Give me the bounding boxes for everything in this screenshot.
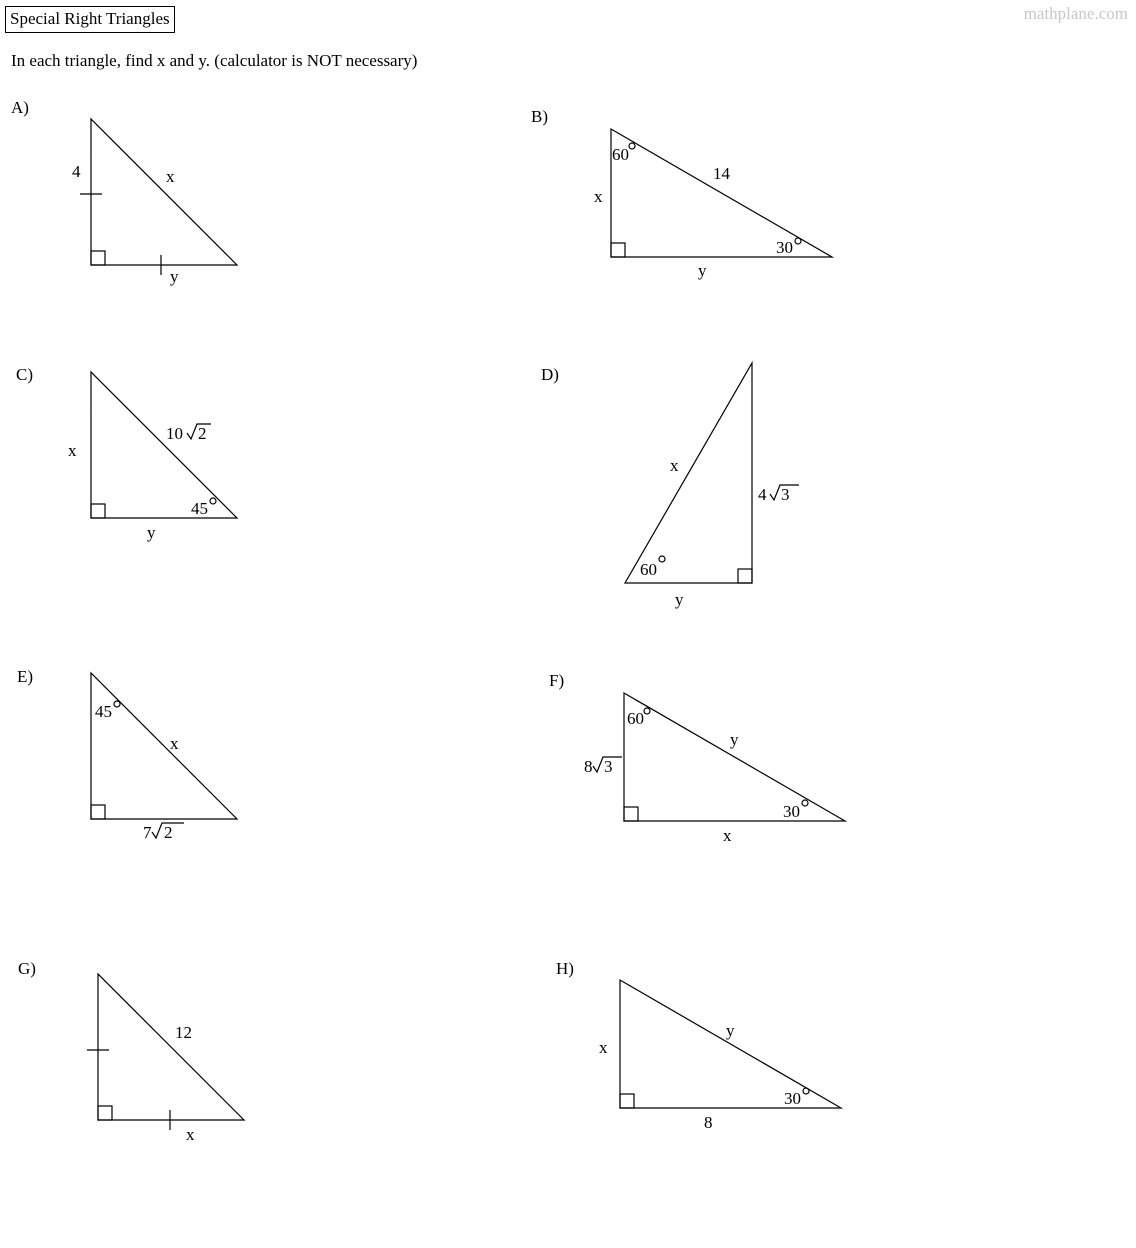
problem-c-label: C)	[16, 365, 33, 384]
side-label: x	[723, 826, 732, 845]
side-label: 12	[175, 1023, 192, 1042]
side-label: 14	[713, 164, 730, 183]
side-label: 4	[72, 162, 81, 181]
side-label: y	[730, 730, 739, 749]
right-angle-mark	[91, 251, 105, 265]
problem-a-label: A)	[11, 98, 29, 117]
side-label: 10	[166, 424, 183, 443]
angle-label: 60	[627, 709, 644, 728]
degree-symbol	[629, 143, 635, 149]
side-label: y	[147, 523, 156, 542]
side-label: x	[166, 167, 175, 186]
worksheet-title: Special Right Triangles	[5, 6, 175, 33]
degree-symbol	[795, 238, 801, 244]
side-label: 8	[584, 757, 593, 776]
side-label: y	[726, 1021, 735, 1040]
right-angle-mark	[91, 504, 105, 518]
triangle-g	[87, 974, 244, 1144]
side-label: 7	[143, 823, 152, 842]
triangle-e-outline	[91, 673, 237, 819]
triangle-b	[594, 129, 832, 280]
degree-symbol	[803, 1088, 809, 1094]
side-label-radicand: 3	[604, 757, 613, 776]
side-label: x	[68, 441, 77, 460]
degree-symbol	[210, 498, 216, 504]
triangle-c-outline	[91, 372, 237, 518]
triangle-c	[68, 372, 237, 542]
triangle-d-outline	[625, 363, 752, 583]
problem-e-label: E)	[17, 667, 34, 686]
degree-symbol	[644, 708, 650, 714]
angle-label: 30	[784, 1089, 801, 1108]
right-angle-mark	[620, 1094, 634, 1108]
triangle-g-outline	[98, 974, 244, 1120]
problem-d-label: D)	[541, 365, 559, 384]
problem-g-label: G)	[18, 959, 36, 978]
side-label: y	[675, 590, 684, 609]
degree-symbol	[802, 800, 808, 806]
instructions: In each triangle, find x and y. (calculator is NOT necessary)	[11, 51, 418, 70]
angle-label: 30	[783, 802, 800, 821]
triangle-f	[584, 693, 845, 845]
side-label: x	[670, 456, 679, 475]
side-label: x	[186, 1125, 195, 1144]
side-label: y	[698, 261, 707, 280]
right-angle-mark	[611, 243, 625, 257]
degree-symbol	[659, 556, 665, 562]
triangle-h	[599, 980, 841, 1132]
side-label-radicand: 3	[781, 485, 790, 504]
side-label: 4	[758, 485, 767, 504]
brand-watermark: mathplane.com	[1023, 4, 1128, 23]
side-label-radicand: 2	[164, 823, 173, 842]
right-angle-mark	[624, 807, 638, 821]
triangle-a	[72, 119, 237, 286]
problem-b-label: B)	[531, 107, 548, 126]
angle-label: 60	[640, 560, 657, 579]
side-label: y	[170, 267, 179, 286]
angle-label: 30	[776, 238, 793, 257]
problem-h-label: H)	[556, 959, 574, 978]
triangle-a-outline	[91, 119, 237, 265]
triangle-d	[625, 363, 799, 609]
triangle-f-outline	[624, 693, 845, 821]
right-angle-mark	[91, 805, 105, 819]
side-label-radicand: 2	[198, 424, 207, 443]
side-label: x	[599, 1038, 608, 1057]
right-angle-mark	[98, 1106, 112, 1120]
triangle-e	[91, 673, 237, 842]
angle-label: 45	[191, 499, 208, 518]
problem-f-label: F)	[549, 671, 565, 690]
right-angle-mark	[738, 569, 752, 583]
angle-label: 45	[95, 702, 112, 721]
side-label: x	[170, 734, 179, 753]
side-label: 8	[704, 1113, 713, 1132]
side-label: x	[594, 187, 603, 206]
degree-symbol	[114, 701, 120, 707]
angle-label: 60	[612, 145, 629, 164]
